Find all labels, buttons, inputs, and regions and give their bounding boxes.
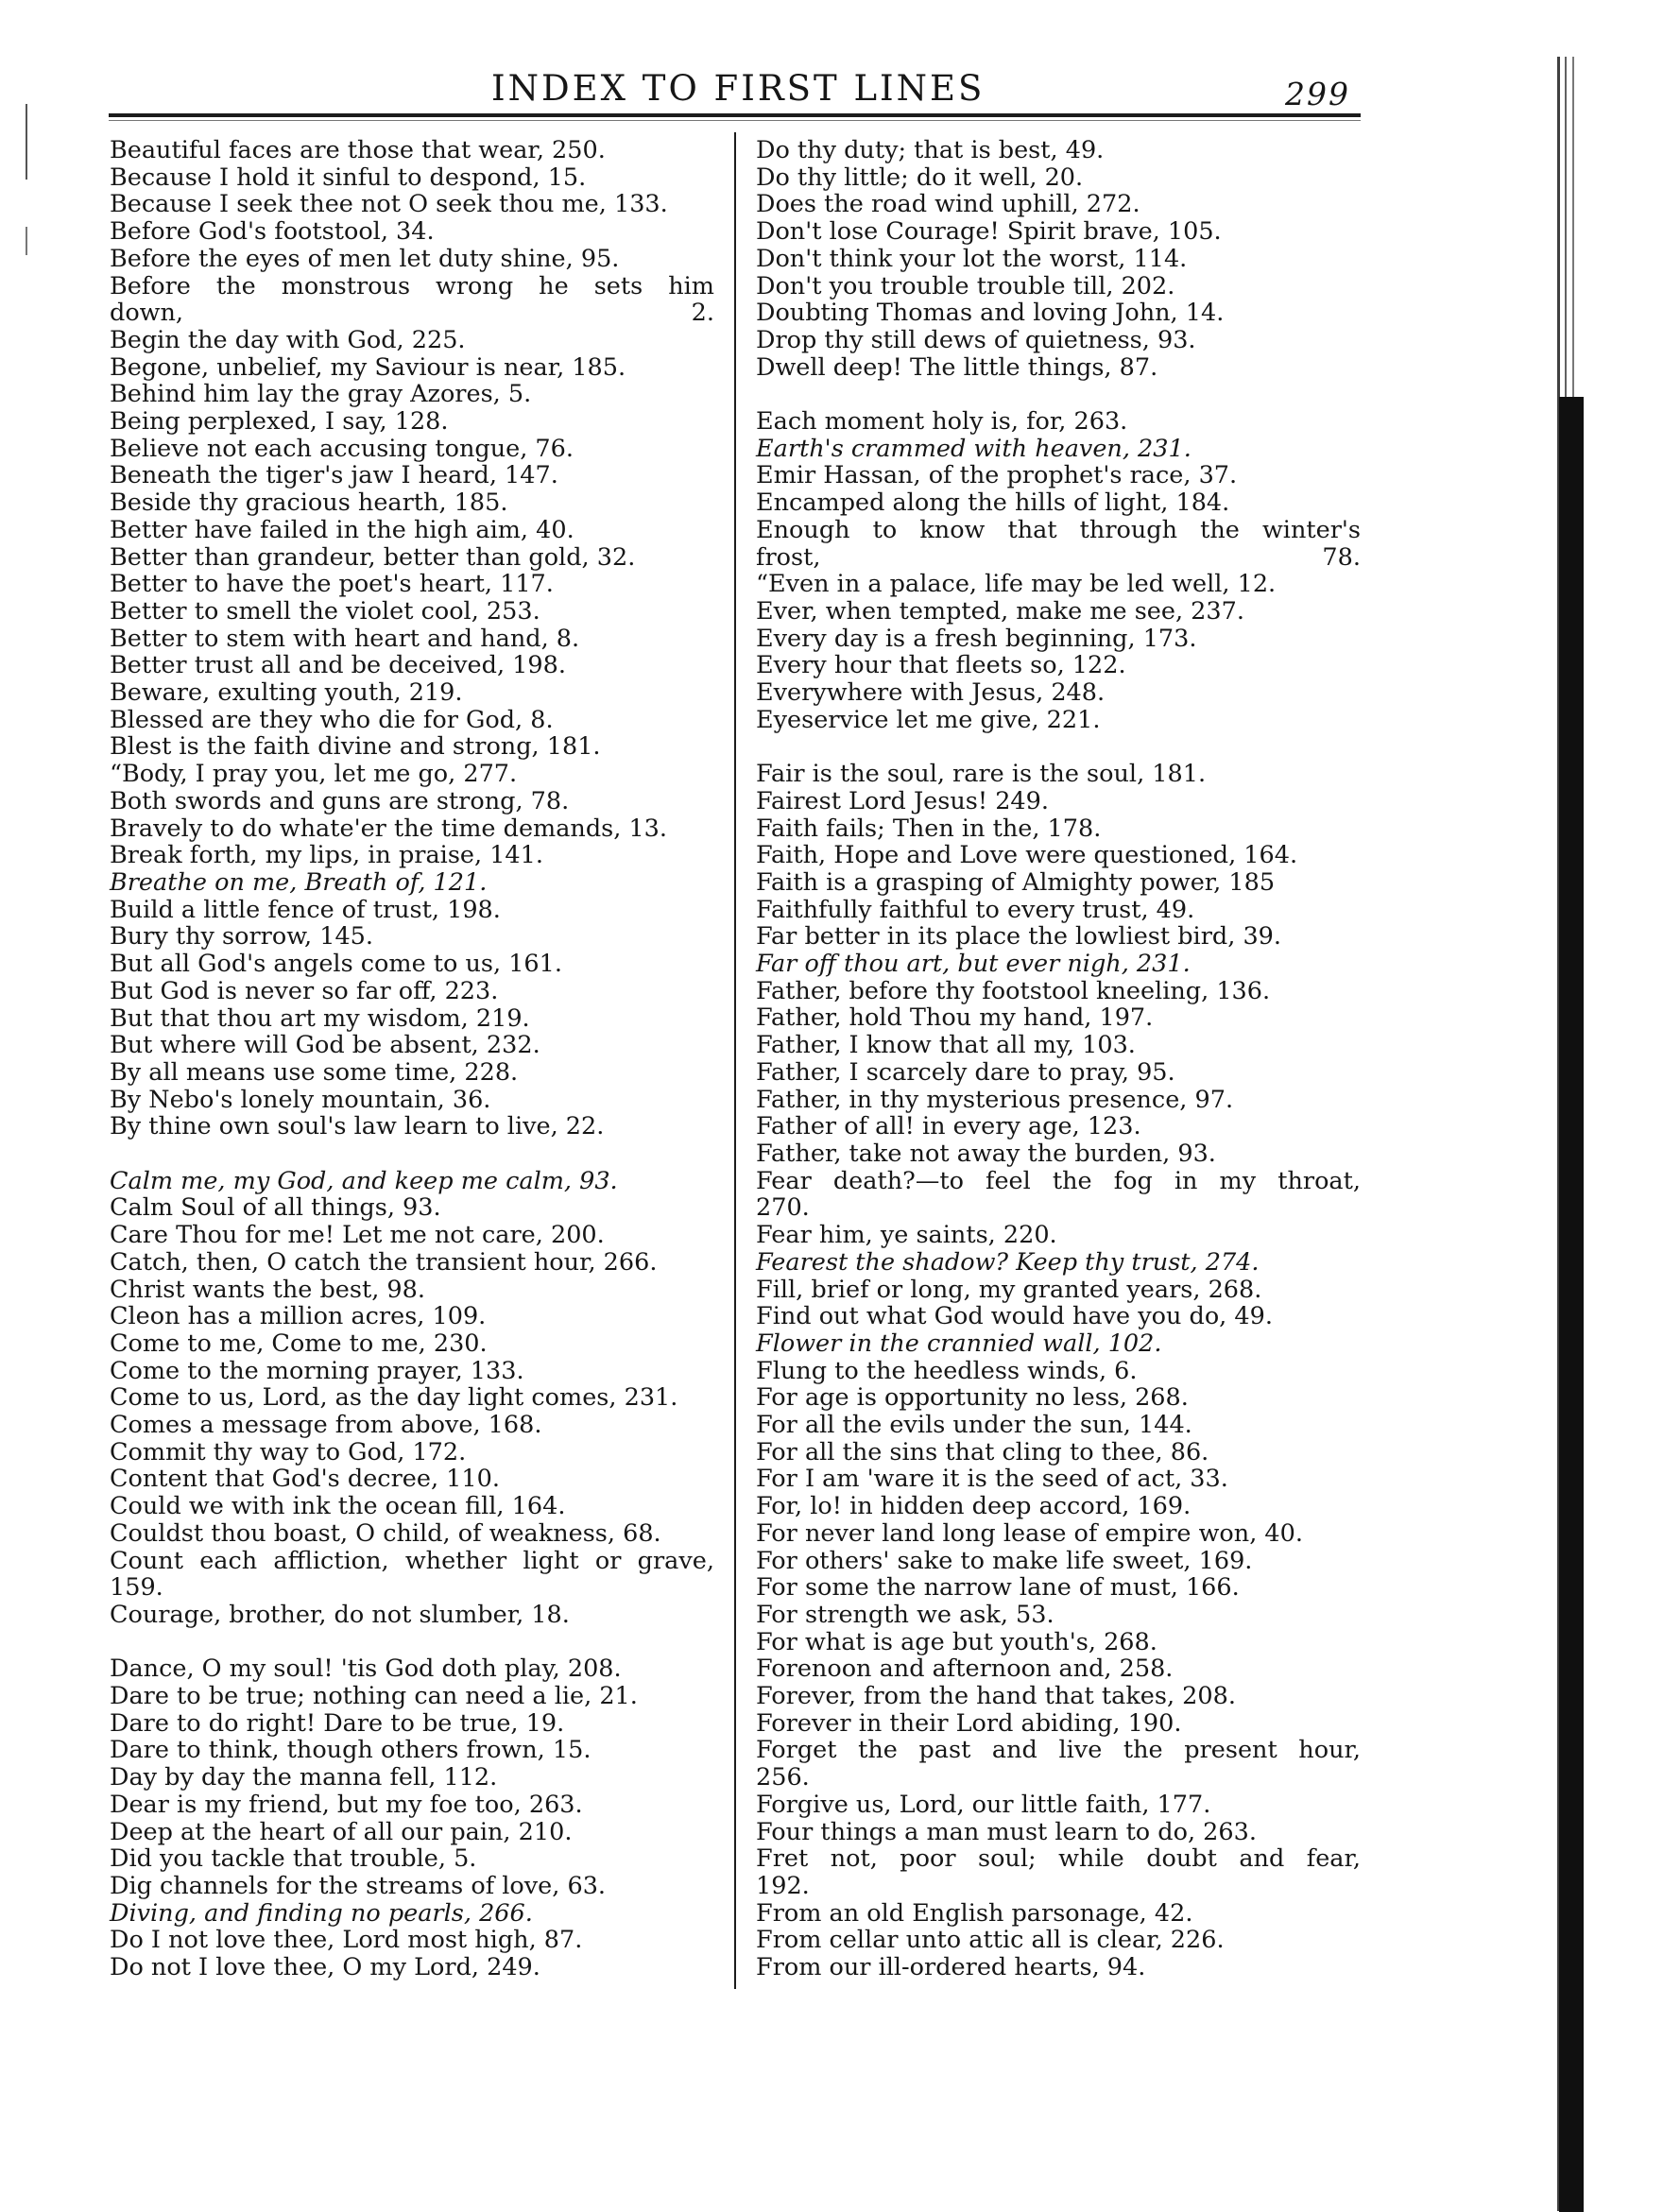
- index-entry: Deep at the heart of all our pain, 210.: [110, 1817, 573, 1846]
- index-entry: Flung to the heedless winds, 6.: [756, 1356, 1138, 1385]
- column-divider: [734, 132, 736, 1989]
- index-entry: Faith fails; Then in the, 178.: [756, 814, 1102, 843]
- index-entry: [756, 1168, 1361, 1222]
- section-gap: [110, 1629, 714, 1656]
- index-entry: Dare to do right! Dare to be true, 19.: [110, 1708, 565, 1738]
- index-entry: Dare to be true; nothing can need a lie, 21.: [110, 1682, 638, 1711]
- index-entry: Far better in its place the lowliest bird, 39.: [756, 922, 1281, 952]
- index-entry: For never land long lease of empire won, 40.: [756, 1518, 1303, 1548]
- index-entry: Faith, Hope and Love were questioned, 164.: [756, 841, 1298, 870]
- index-entry: For I am 'ware it is the seed of act, 33.: [756, 1465, 1228, 1494]
- page-edge-shadow: [1559, 397, 1584, 2212]
- index-entry: Could we with ink the ocean fill, 164.: [110, 1492, 566, 1521]
- index-entry-text: Fret not, poor soul; while doubt and fear,: [756, 1844, 1361, 1874]
- index-entry: Better to have the poet's heart, 117.: [110, 570, 554, 599]
- index-entry: Find out what God would have you do, 49.: [756, 1302, 1273, 1331]
- index-entry: Father, I know that all my, 103.: [756, 1031, 1136, 1060]
- section-gap: [756, 733, 1361, 761]
- index-entry: Because I seek thee not O seek thou me, 133.: [110, 190, 668, 219]
- index-entry: Does the road wind uphill, 272.: [756, 190, 1140, 219]
- index-entry: Everywhere with Jesus, 248.: [756, 678, 1106, 708]
- index-entry: For some the narrow lane of must, 166.: [756, 1573, 1240, 1603]
- index-entry: Behind him lay the gray Azores, 5.: [110, 380, 532, 409]
- index-entry: Bury thy sorrow, 145.: [110, 922, 374, 952]
- index-entry: By thine own soul's law learn to live, 22.: [110, 1112, 605, 1141]
- index-entry: Come to the morning prayer, 133.: [110, 1356, 524, 1385]
- index-entry: Better to smell the violet cool, 253.: [110, 596, 540, 626]
- index-entry: But God is never so far off, 223.: [110, 976, 499, 1005]
- index-entry: By Nebo's lonely mountain, 36.: [110, 1085, 491, 1114]
- index-entry: Better than grandeur, better than gold, 32.: [110, 542, 636, 572]
- index-entry-text: Forget the past and live the present hour,: [756, 1736, 1361, 1765]
- index-entry: Build a little fence of trust, 198.: [110, 895, 501, 924]
- index-entry: Each moment holy is, for, 263.: [756, 407, 1128, 437]
- index-entry: Calm me, my God, and keep me calm, 93.: [110, 1166, 618, 1195]
- index-entry: Father, before thy footstool kneeling, 136.: [756, 976, 1271, 1005]
- page-title: INDEX TO FIRST LINES: [491, 68, 986, 109]
- index-entry-continuation: 159.: [110, 1573, 163, 1603]
- index-entry-text: Enough to know that through the winter's: [756, 515, 1361, 544]
- index-entry: Catch, then, O catch the transient hour, 266.: [110, 1247, 658, 1277]
- index-entry: From our ill-ordered hearts, 94.: [756, 1953, 1146, 1982]
- index-entry: Emir Hassan, of the prophet's race, 37.: [756, 461, 1238, 490]
- index-entry: Father, I scarcely dare to pray, 95.: [756, 1057, 1175, 1087]
- index-entry: Begone, unbelief, my Saviour is near, 185.: [110, 352, 626, 382]
- index-entry-continuation: 270.: [756, 1193, 810, 1223]
- index-entry: Better to stem with heart and hand, 8.: [110, 624, 580, 653]
- index-entry: Flower in the crannied wall, 102.: [756, 1329, 1162, 1358]
- index-entry: Blessed are they who die for God, 8.: [110, 705, 554, 734]
- index-entry: For age is opportunity no less, 268.: [756, 1383, 1189, 1413]
- index-entry-text: Fear death?—to feel the fog in my throat,: [756, 1166, 1361, 1195]
- index-entry: Commit thy way to God, 172.: [110, 1437, 467, 1466]
- index-entry: Fairest Lord Jesus! 249.: [756, 786, 1049, 815]
- index-entry: Far off thou art, but ever nigh, 231.: [756, 950, 1191, 979]
- index-entry: Better trust all and be deceived, 198.: [110, 651, 566, 680]
- index-entry: [756, 1737, 1361, 1791]
- index-entry: Do thy duty; that is best, 49.: [756, 136, 1105, 164]
- index-entry: Don't you trouble trouble till, 202.: [756, 271, 1175, 300]
- index-entry: Christ wants the best, 98.: [110, 1275, 425, 1304]
- index-entry: Father, in thy mysterious presence, 97.: [756, 1085, 1234, 1114]
- index-entry: For, lo! in hidden deep accord, 169.: [756, 1492, 1192, 1521]
- index-entry: Faith is a grasping of Almighty power, 185: [756, 867, 1276, 897]
- index-entry: Faithfully faithful to every trust, 49.: [756, 895, 1195, 924]
- index-entry: Fear him, ye saints, 220.: [756, 1221, 1057, 1250]
- index-entry: Forever in their Lord abiding, 190.: [756, 1708, 1182, 1738]
- index-entry: Dare to think, though others frown, 15.: [110, 1736, 591, 1765]
- index-entry: For strength we ask, 53.: [756, 1600, 1054, 1629]
- index-entry: Bravely to do whate'er the time demands, 13.: [110, 814, 668, 843]
- index-entry: Beautiful faces are those that wear, 250.: [110, 136, 606, 164]
- index-entry: Both swords and guns are strong, 78.: [110, 786, 570, 815]
- index-entry: Couldst thou boast, O child, of weakness, 68.: [110, 1518, 661, 1548]
- index-entry: Dwell deep! The little things, 87.: [756, 352, 1158, 382]
- index-entry: Dear is my friend, but my foe too, 263.: [110, 1790, 583, 1819]
- index-entry-text: Before the monstrous wrong he sets him: [110, 271, 714, 300]
- header-rule: [109, 113, 1361, 117]
- index-entry: Fair is the soul, rare is the soul, 181.: [756, 760, 1207, 789]
- index-entry: Fill, brief or long, my granted years, 268.: [756, 1275, 1262, 1304]
- index-entry: Better have failed in the high aim, 40.: [110, 515, 574, 544]
- index-entry: Eyeservice let me give, 221.: [756, 705, 1101, 734]
- index-entry: Diving, and finding no pearls, 266.: [110, 1898, 533, 1928]
- index-entry: Beware, exulting youth, 219.: [110, 678, 463, 708]
- index-entry-continuation: 256.: [756, 1763, 810, 1792]
- index-entry: Beside thy gracious hearth, 185.: [110, 489, 508, 518]
- index-entry: Earth's crammed with heaven, 231.: [756, 434, 1192, 463]
- index-entry: [110, 273, 714, 327]
- index-entry: Cleon has a million acres, 109.: [110, 1302, 487, 1331]
- index-entry: “Body, I pray you, let me go, 277.: [110, 760, 518, 789]
- index-entry: Forever, from the hand that takes, 208.: [756, 1682, 1236, 1711]
- index-entry: Comes a message from above, 168.: [110, 1411, 542, 1440]
- index-entry: For all the evils under the sun, 144.: [756, 1411, 1192, 1440]
- section-gap: [756, 381, 1361, 408]
- index-entry: Forgive us, Lord, our little faith, 177.: [756, 1790, 1211, 1819]
- index-entry: Did you tackle that trouble, 5.: [110, 1844, 477, 1874]
- index-entry: Dance, O my soul! 'tis God doth play, 208.: [110, 1655, 622, 1684]
- index-entry: [110, 1548, 714, 1602]
- scan-mark: [26, 227, 27, 255]
- index-entry: Come to us, Lord, as the day light comes, 231.: [110, 1383, 678, 1413]
- index-entry: From an old English parsonage, 42.: [756, 1898, 1193, 1928]
- index-entry: Don't lose Courage! Spirit brave, 105.: [756, 217, 1222, 247]
- index-entry-continuation: 192.: [756, 1871, 810, 1900]
- index-entry-continuation: down, 2.: [110, 299, 714, 328]
- index-entry: Blest is the faith divine and strong, 181.: [110, 732, 601, 762]
- index-entry: Do not I love thee, O my Lord, 249.: [110, 1953, 540, 1982]
- index-entry: Every hour that fleets so, 122.: [756, 651, 1126, 680]
- index-entry: Courage, brother, do not slumber, 18.: [110, 1600, 570, 1629]
- index-entry: Day by day the manna fell, 112.: [110, 1763, 498, 1792]
- index-entry: Because I hold it sinful to despond, 15.: [110, 163, 587, 192]
- index-entry: Beneath the tiger's jaw I heard, 147.: [110, 461, 558, 490]
- index-entry: [756, 1845, 1361, 1899]
- index-entry: Encamped along the hills of light, 184.: [756, 489, 1230, 518]
- index-entry: From cellar unto attic all is clear, 226.: [756, 1926, 1225, 1955]
- index-entry: Fearest the shadow? Keep thy trust, 274.: [756, 1247, 1260, 1277]
- index-entry: Content that God's decree, 110.: [110, 1465, 500, 1494]
- index-entry: Doubting Thomas and loving John, 14.: [756, 299, 1225, 328]
- index-column-right: [756, 137, 1361, 1981]
- index-entry: Believe not each accusing tongue, 76.: [110, 434, 574, 463]
- index-entry: [756, 517, 1361, 571]
- index-entry: Before God's footstool, 34.: [110, 217, 435, 247]
- index-entry: But all God's angels come to us, 161.: [110, 950, 562, 979]
- index-entry: Begin the day with God, 225.: [110, 325, 466, 354]
- index-column-left: [110, 137, 714, 1981]
- index-entry: Dig channels for the streams of love, 63.: [110, 1871, 607, 1900]
- index-entry: Every day is a fresh beginning, 173.: [756, 624, 1197, 653]
- index-entry: Come to me, Come to me, 230.: [110, 1329, 488, 1358]
- index-entry: Do I not love thee, Lord most high, 87.: [110, 1926, 583, 1955]
- index-entry: But where will God be absent, 232.: [110, 1031, 540, 1060]
- section-gap: [110, 1140, 714, 1168]
- index-entry: Father of all! in every age, 123.: [756, 1112, 1141, 1141]
- index-entry: Forenoon and afternoon and, 258.: [756, 1655, 1174, 1684]
- index-entry: For others' sake to make life sweet, 169.: [756, 1546, 1253, 1575]
- index-entry: Four things a man must learn to do, 263.: [756, 1817, 1257, 1846]
- index-entry: For all the sins that cling to thee, 86.: [756, 1437, 1209, 1466]
- index-entry: Care Thou for me! Let me not care, 200.: [110, 1221, 605, 1250]
- index-entry: Father, take not away the burden, 93.: [756, 1139, 1216, 1168]
- index-entry: By all means use some time, 228.: [110, 1057, 519, 1087]
- index-entry: Breathe on me, Breath of, 121.: [110, 867, 488, 897]
- page-number: 299: [1285, 76, 1350, 112]
- index-entry-text: Count each affliction, whether light or grave,: [110, 1546, 714, 1575]
- index-entry: Father, hold Thou my hand, 197.: [756, 1003, 1154, 1033]
- index-entry-continuation: frost, 78.: [756, 542, 1361, 572]
- index-entry: Break forth, my lips, in praise, 141.: [110, 841, 543, 870]
- index-entry: Before the eyes of men let duty shine, 95.: [110, 244, 620, 273]
- index-entry: Ever, when tempted, make me see, 237.: [756, 596, 1244, 626]
- index-entry: Drop thy still dews of quietness, 93.: [756, 325, 1196, 354]
- scan-mark: [26, 104, 27, 180]
- index-entry: But that thou art my wisdom, 219.: [110, 1003, 530, 1033]
- index-entry: For what is age but youth's, 268.: [756, 1627, 1157, 1656]
- header-rule: [109, 120, 1361, 121]
- index-entry: Don't think your lot the worst, 114.: [756, 244, 1188, 273]
- index-entry: Do thy little; do it well, 20.: [756, 163, 1084, 192]
- index-entry: Calm Soul of all things, 93.: [110, 1193, 441, 1223]
- index-entry: “Even in a palace, life may be led well, 12.: [756, 570, 1277, 599]
- index-entry: Being perplexed, I say, 128.: [110, 407, 449, 437]
